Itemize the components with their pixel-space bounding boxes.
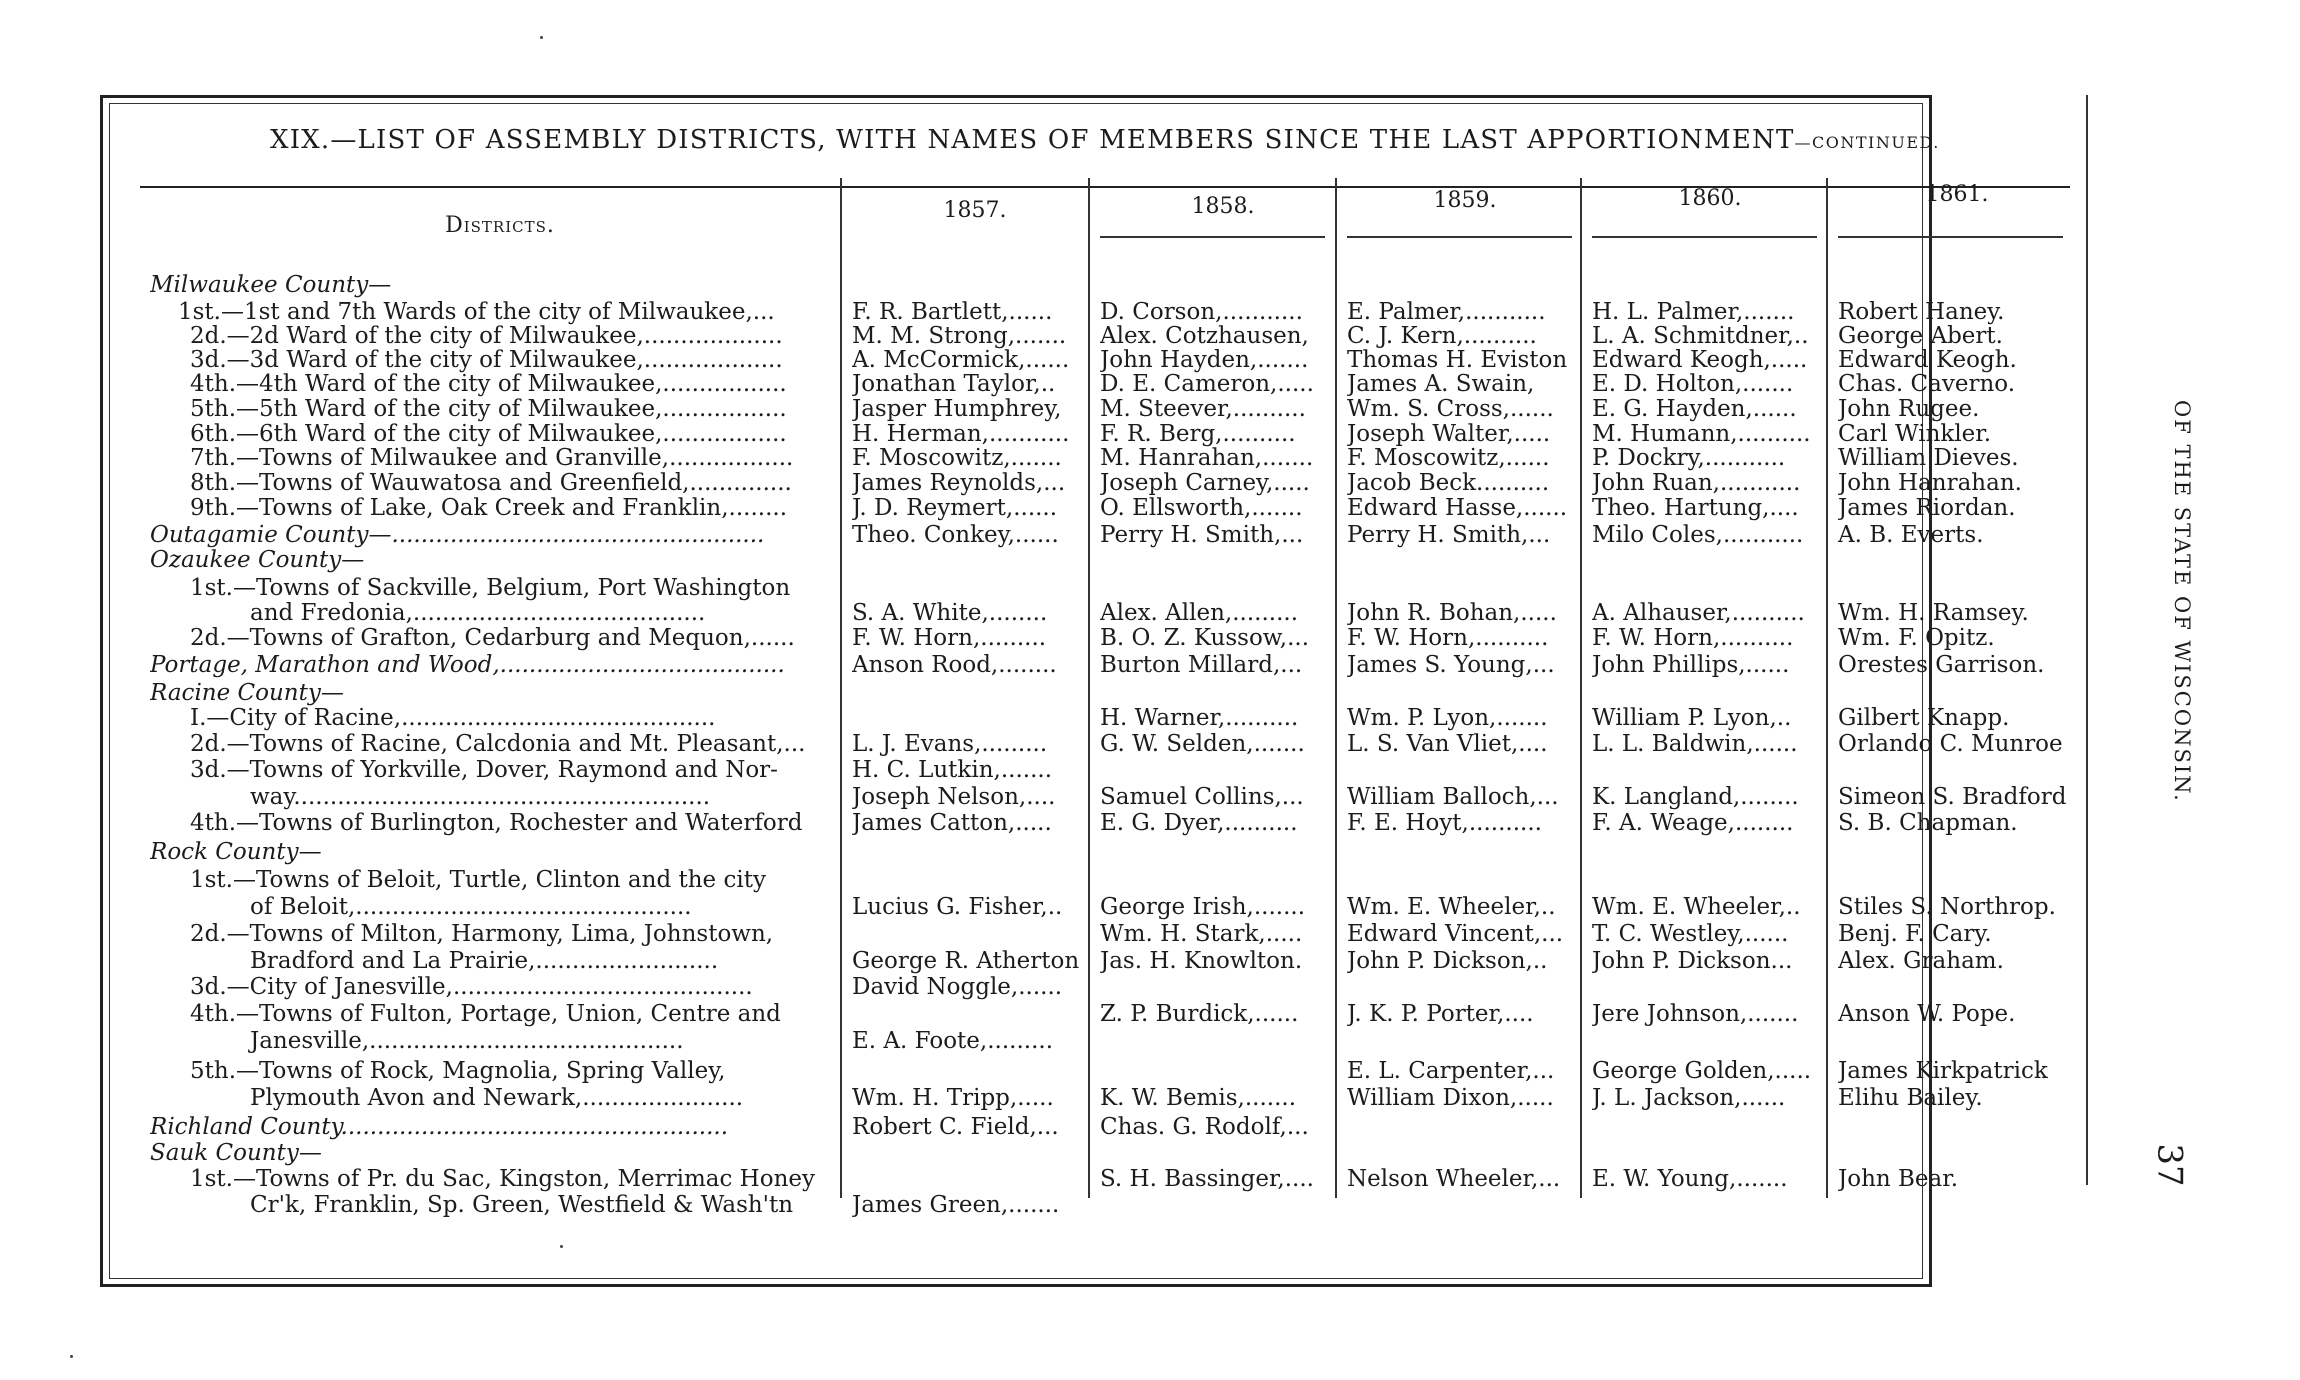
speck	[560, 1245, 563, 1248]
table-row	[0, 600, 2060, 626]
member-1861: A. B. Everts.	[1838, 522, 1984, 548]
member-1858: Wm. H. Stark,.....	[1100, 921, 1303, 947]
table-row	[0, 1114, 2060, 1140]
side-running-title: OF THE STATE OF WISCONSIN.	[2170, 400, 2194, 803]
header-districts: Districts.	[445, 213, 555, 238]
member-1861: Orlando C. Munroe	[1838, 731, 2063, 757]
table-title	[270, 122, 2070, 161]
side-rule	[2086, 95, 2088, 1185]
district-name: 1st.—Towns of Beloit, Turtle, Clinton and the city	[190, 867, 766, 893]
member-1859: L. S. Van Vliet,....	[1347, 731, 1548, 757]
member-1859: Edward Vincent,...	[1347, 921, 1564, 947]
header-1861: 1861.	[1925, 182, 1989, 207]
header-1858: 1858.	[1191, 194, 1255, 219]
member-1860: A. Alhauser,..........	[1592, 600, 1805, 626]
table-row	[0, 1192, 2060, 1218]
member-1857: Jonathan Taylor,..	[852, 371, 1056, 397]
member-1857: L. J. Evans,.........	[852, 731, 1048, 757]
member-1858: G. W. Selden,.......	[1100, 731, 1305, 757]
district-name: 4th.—Towns of Fulton, Portage, Union, Centre and	[190, 1001, 781, 1027]
district-name: of Beloit,..............................................	[250, 894, 692, 920]
member-1857: Robert C. Field,...	[852, 1114, 1059, 1140]
table-row	[0, 547, 2060, 573]
district-name: and Fredonia,........................................	[250, 600, 706, 626]
table-row	[0, 705, 2060, 731]
header-1857: 1857.	[943, 198, 1007, 223]
member-1861: Carl Winkler.	[1838, 421, 1992, 447]
district-name: Bradford and La Prairie,.........................	[250, 948, 719, 974]
table-row	[0, 470, 2060, 496]
table-row	[0, 974, 2060, 1000]
member-1858: M. Hanrahan,.......	[1100, 445, 1314, 471]
district-name: Cr'k, Franklin, Sp. Green, Westfield & Wash'tn	[250, 1192, 794, 1218]
county-name: Ozaukee County—	[150, 547, 365, 573]
member-1860: Milo Coles,...........	[1592, 522, 1804, 548]
member-1861: Robert Haney.	[1838, 299, 2005, 325]
district-name: 1st.—Towns of Pr. du Sac, Kingston, Merrimac Honey	[190, 1166, 816, 1192]
table-row	[0, 1028, 2060, 1054]
table-row	[0, 575, 2060, 601]
table-row	[0, 1058, 2060, 1084]
table-row	[0, 948, 2060, 974]
member-1860: E. D. Holton,.......	[1592, 371, 1794, 397]
member-1860: Wm. E. Wheeler,..	[1592, 894, 1801, 920]
member-1859: John R. Bohan,.....	[1347, 600, 1557, 626]
header-rule	[1100, 236, 1325, 238]
member-1857: J. D. Reymert,......	[852, 495, 1058, 521]
member-1857: A. McCormick,......	[852, 347, 1070, 373]
member-1857: Lucius G. Fisher,..	[852, 894, 1063, 920]
member-1861: Wm. F. Opitz.	[1838, 625, 1995, 651]
speck	[540, 36, 543, 39]
member-1860: J. L. Jackson,......	[1592, 1085, 1786, 1111]
member-1860: Theo. Hartung,....	[1592, 495, 1799, 521]
table-row	[0, 1166, 2060, 1192]
member-1857: F. Moscowitz,.......	[852, 445, 1062, 471]
member-1859: John P. Dickson,..	[1347, 948, 1548, 974]
member-1859: William Dixon,.....	[1347, 1085, 1554, 1111]
member-1858: Z. P. Burdick,......	[1100, 1001, 1299, 1027]
district-name: 3d.—City of Janesville,.........................................	[190, 974, 753, 1000]
member-1861: James Riordan.	[1838, 495, 2016, 521]
member-1858: O. Ellsworth,.......	[1100, 495, 1303, 521]
table-row	[0, 810, 2060, 836]
district-name: 5th.—Towns of Rock, Magnolia, Spring Valley,	[190, 1058, 726, 1084]
member-1860: E. W. Young,.......	[1592, 1166, 1788, 1192]
member-1860: E. G. Hayden,......	[1592, 396, 1797, 422]
member-1860: T. C. Westley,......	[1592, 921, 1789, 947]
district-name: 1st.—1st and 7th Wards of the city of Milwaukee,...	[178, 299, 775, 325]
member-1857: Jasper Humphrey,	[852, 396, 1062, 422]
county-name: Richland County.....................................................	[150, 1114, 729, 1140]
member-1861: Anson W. Pope.	[1838, 1001, 2016, 1027]
member-1857: Theo. Conkey,......	[852, 522, 1059, 548]
member-1857: F. R. Bartlett,......	[852, 299, 1053, 325]
district-name: 8th.—Towns of Wauwatosa and Greenfield,..............	[190, 470, 792, 496]
table-row	[0, 839, 2060, 865]
member-1859: Wm. P. Lyon,.......	[1347, 705, 1548, 731]
table-row	[0, 921, 2060, 947]
table-row	[0, 894, 2060, 920]
table-row	[0, 1140, 2060, 1166]
district-name: Janesville,...........................................	[250, 1028, 684, 1054]
member-1860: H. L. Palmer,.......	[1592, 299, 1795, 325]
member-1859: C. J. Kern,..........	[1347, 323, 1537, 349]
member-1858: Burton Millard,...	[1100, 652, 1303, 678]
table-row	[0, 371, 2060, 397]
member-1858: Alex. Cotzhausen,	[1100, 323, 1309, 349]
member-1861: George Abert.	[1838, 323, 2003, 349]
county-name: Sauk County—	[150, 1140, 322, 1166]
member-1858: H. Warner,..........	[1100, 705, 1299, 731]
member-1860: K. Langland,........	[1592, 784, 1799, 810]
member-1858: George Irish,.......	[1100, 894, 1306, 920]
member-1857: James Reynolds,...	[852, 470, 1066, 496]
member-1857: H. Herman,...........	[852, 421, 1070, 447]
member-1861: Elihu Bailey.	[1838, 1085, 1983, 1111]
member-1859: Perry H. Smith,...	[1347, 522, 1551, 548]
member-1858: Alex. Allen,.........	[1100, 600, 1299, 626]
member-1859: Wm. S. Cross,......	[1347, 396, 1554, 422]
member-1858: Joseph Carney,.....	[1100, 470, 1310, 496]
member-1859: E. Palmer,...........	[1347, 299, 1546, 325]
member-1861: James Kirkpatrick	[1838, 1058, 2048, 1084]
member-1858: F. R. Berg,..........	[1100, 421, 1296, 447]
member-1861: Stiles S. Northrop.	[1838, 894, 2056, 920]
table-row	[0, 272, 2060, 298]
district-name: 5th.—5th Ward of the city of Milwaukee,.................	[190, 396, 787, 422]
table-row	[0, 652, 2060, 678]
table-row	[0, 731, 2063, 757]
table-row	[0, 1085, 2060, 1111]
member-1860: P. Dockry,...........	[1592, 445, 1786, 471]
table-row	[0, 867, 2060, 893]
member-1860: Edward Keogh,.....	[1592, 347, 1808, 373]
district-name: way.........................................................	[250, 784, 711, 810]
member-1858: E. G. Dyer,..........	[1100, 810, 1298, 836]
speck	[70, 1355, 73, 1358]
table-row	[0, 396, 2060, 422]
district-name: 2d.—Towns of Milton, Harmony, Lima, Johnstown,	[190, 921, 774, 947]
header-rule	[1838, 236, 2063, 238]
member-1859: F. Moscowitz,......	[1347, 445, 1550, 471]
header-rule	[1592, 236, 1817, 238]
member-1857: James Catton,.....	[852, 810, 1052, 836]
district-name: 1st.—Towns of Sackville, Belgium, Port Washington	[190, 575, 791, 601]
district-name: Plymouth Avon and Newark,......................	[250, 1085, 744, 1111]
member-1860: George Golden,.....	[1592, 1058, 1812, 1084]
district-name: 3d.—Towns of Yorkville, Dover, Raymond and Nor-	[190, 757, 778, 783]
table-row	[0, 347, 2060, 373]
county-name: Rock County—	[150, 839, 322, 865]
member-1858: Samuel Collins,...	[1100, 784, 1304, 810]
member-1859: Jacob Beck..........	[1347, 470, 1550, 496]
table-row	[0, 299, 2060, 325]
member-1861: Benj. F. Cary.	[1838, 921, 1992, 947]
member-1861: William Dieves.	[1838, 445, 2019, 471]
member-1861: S. B. Chapman.	[1838, 810, 2018, 836]
member-1857: Anson Rood,........	[852, 652, 1057, 678]
member-1857: David Noggle,......	[852, 974, 1063, 1000]
title-continued: —CONTINUED.	[1794, 133, 1940, 152]
member-1860: John Phillips,......	[1592, 652, 1790, 678]
member-1858: Jas. H. Knowlton.	[1100, 948, 1303, 974]
district-name: 4th.—4th Ward of the city of Milwaukee,.................	[190, 371, 787, 397]
member-1860: Jere Johnson,.......	[1592, 1001, 1799, 1027]
member-1857: George R. Atherton	[852, 948, 1080, 974]
member-1861: Edward Keogh.	[1838, 347, 2017, 373]
member-1857: Wm. H. Tripp,.....	[852, 1085, 1054, 1111]
district-name: 9th.—Towns of Lake, Oak Creek and Franklin,........	[190, 495, 788, 521]
member-1861: Wm. H. Ramsey.	[1838, 600, 2029, 626]
member-1861: Orestes Garrison.	[1838, 652, 2045, 678]
county-name: Racine County—	[150, 680, 344, 706]
district-name: 7th.—Towns of Milwaukee and Granville,.................	[190, 445, 794, 471]
member-1857: S. A. White,........	[852, 600, 1048, 626]
member-1859: Joseph Walter,.....	[1347, 421, 1551, 447]
member-1860: John P. Dickson...	[1592, 948, 1793, 974]
header-rule	[1347, 236, 1572, 238]
member-1859: F. E. Hoyt,..........	[1347, 810, 1542, 836]
member-1859: Thomas H. Eviston	[1347, 347, 1568, 373]
member-1859: James A. Swain,	[1347, 371, 1535, 397]
table-row	[0, 680, 2060, 706]
member-1861: Alex. Graham.	[1838, 948, 2004, 974]
member-1859: F. W. Horn,..........	[1347, 625, 1549, 651]
member-1858: D. E. Cameron,.....	[1100, 371, 1314, 397]
member-1857: F. W. Horn,.........	[852, 625, 1047, 651]
member-1859: Nelson Wheeler,...	[1347, 1166, 1561, 1192]
county-name: Portage, Marathon and Wood,.......................................	[150, 652, 785, 678]
district-name: 6th.—6th Ward of the city of Milwaukee,.................	[190, 421, 787, 447]
table-row	[0, 323, 2060, 349]
member-1861: John Rugee.	[1838, 396, 1980, 422]
table-row	[0, 625, 2060, 651]
district-name: 2d.—Towns of Grafton, Cedarburg and Mequon,......	[190, 625, 795, 651]
member-1858: John Hayden,.......	[1100, 347, 1309, 373]
table-row	[0, 495, 2060, 521]
member-1859: Edward Hasse,......	[1347, 495, 1568, 521]
member-1857: E. A. Foote,.........	[852, 1028, 1054, 1054]
member-1858: K. W. Bemis,.......	[1100, 1085, 1297, 1111]
member-1857: H. C. Lutkin,.......	[852, 757, 1053, 783]
table-row	[0, 1001, 2060, 1027]
member-1859: Wm. E. Wheeler,..	[1347, 894, 1556, 920]
member-1858: Perry H. Smith,...	[1100, 522, 1304, 548]
county-name: Outagamie County—...................................................	[150, 522, 765, 548]
district-name: 3d.—3d Ward of the city of Milwaukee,...................	[190, 347, 783, 373]
member-1857: M. M. Strong,.......	[852, 323, 1067, 349]
member-1861: Chas. Caverno.	[1838, 371, 2016, 397]
member-1857: James Green,.......	[852, 1192, 1060, 1218]
table-row	[0, 757, 2060, 783]
member-1859: J. K. P. Porter,....	[1347, 1001, 1534, 1027]
member-1860: M. Humann,..........	[1592, 421, 1811, 447]
member-1860: William P. Lyon,..	[1592, 705, 1792, 731]
county-name: Milwaukee County—	[150, 272, 392, 298]
member-1857: Joseph Nelson,....	[852, 784, 1056, 810]
member-1860: F. A. Weage,........	[1592, 810, 1794, 836]
member-1861: Gilbert Knapp.	[1838, 705, 2010, 731]
member-1858: D. Corson,...........	[1100, 299, 1303, 325]
member-1861: Simeon S. Bradford	[1838, 784, 2067, 810]
table-row	[0, 522, 2060, 548]
table-row	[0, 784, 2067, 810]
member-1858: Chas. G. Rodolf,...	[1100, 1114, 1309, 1140]
member-1859: William Balloch,...	[1347, 784, 1559, 810]
page-number: 37	[2149, 1143, 2190, 1187]
member-1860: L. L. Baldwin,......	[1592, 731, 1798, 757]
member-1860: F. W. Horn,..........	[1592, 625, 1794, 651]
table-row	[0, 445, 2060, 471]
district-name: I.—City of Racine,...........................................	[190, 705, 716, 731]
header-1860: 1860.	[1678, 186, 1742, 211]
district-name: 4th.—Towns of Burlington, Rochester and Waterford	[190, 810, 803, 836]
member-1861: John Hanrahan.	[1838, 470, 2022, 496]
member-1859: E. L. Carpenter,...	[1347, 1058, 1555, 1084]
district-name: 2d.—Towns of Racine, Calcdonia and Mt. Pleasant,...	[190, 731, 806, 757]
member-1858: S. H. Bassinger,....	[1100, 1166, 1314, 1192]
district-name: 2d.—2d Ward of the city of Milwaukee,...................	[190, 323, 783, 349]
member-1858: B. O. Z. Kussow,...	[1100, 625, 1309, 651]
header-1859: 1859.	[1433, 188, 1497, 213]
title-text: XIX.—LIST OF ASSEMBLY DISTRICTS, WITH NAMES OF MEMBERS SINCE THE LAST APPORTIONMENT	[270, 125, 1795, 155]
member-1860: L. A. Schmitdner,..	[1592, 323, 1809, 349]
member-1860: John Ruan,...........	[1592, 470, 1801, 496]
member-1859: James S. Young,...	[1347, 652, 1555, 678]
member-1861: John Bear.	[1838, 1166, 1959, 1192]
table-row	[0, 421, 2060, 447]
member-1858: M. Steever,..........	[1100, 396, 1306, 422]
